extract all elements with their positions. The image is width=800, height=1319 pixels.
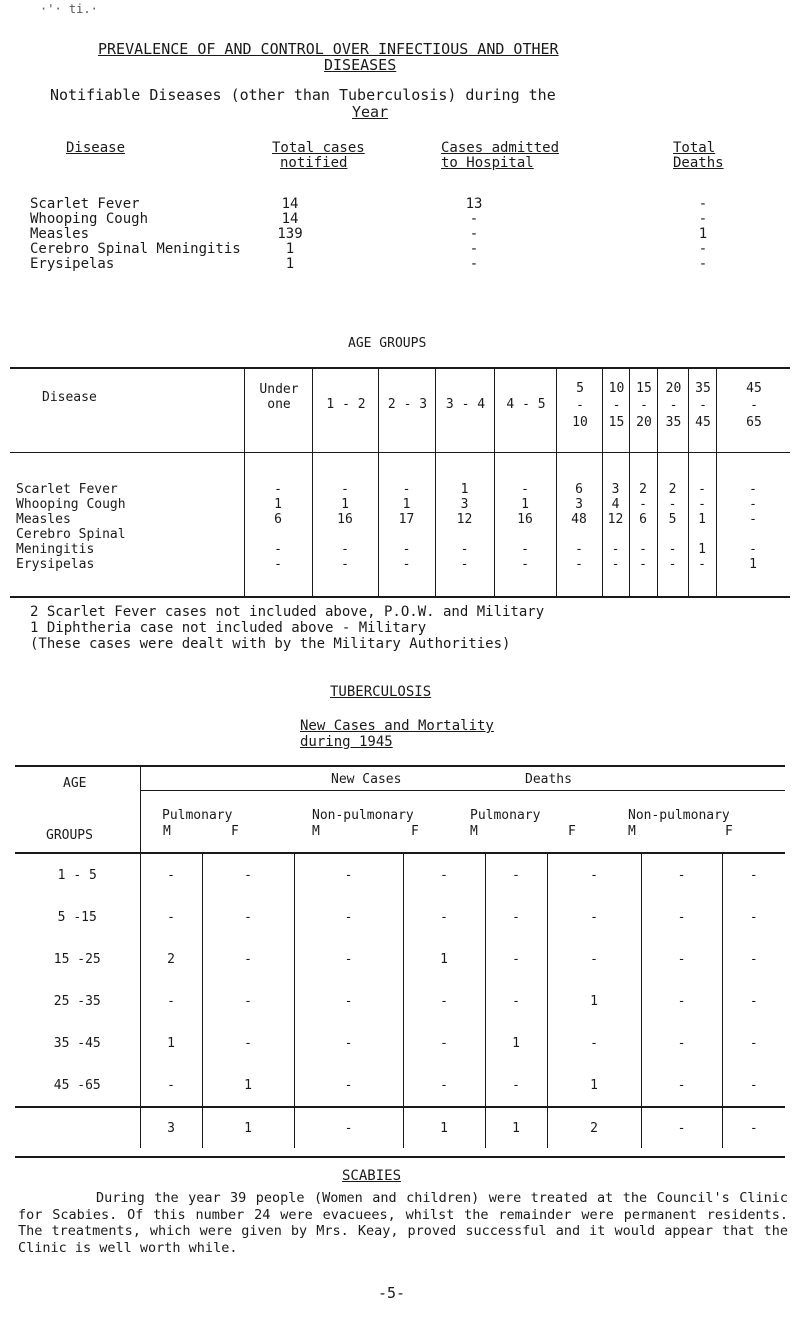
notifiable-disease-cell: Cerebro Spinal Meningitis — [30, 241, 241, 257]
tb-age-group: 1 - 5 — [57, 867, 97, 883]
tb-total-cell: - — [722, 1107, 785, 1148]
age-cell: 3 — [460, 497, 469, 512]
col-header-total: Total — [673, 140, 716, 156]
age-cell: - — [460, 557, 469, 572]
tb-new-cases-header: New Cases — [331, 772, 402, 787]
notifiable-notified-cell: 139 — [277, 226, 303, 242]
age-cell: 6 — [575, 482, 583, 497]
tb-m-header: M — [470, 824, 478, 839]
tb-cell: - — [294, 854, 403, 896]
tb-table-row — [15, 1064, 785, 1107]
age-cell: - — [274, 482, 282, 497]
age-cell: - — [341, 557, 349, 572]
age-table-row — [10, 512, 790, 527]
tb-cell: - — [403, 980, 485, 1022]
col-header-disease: Disease — [66, 140, 126, 156]
tb-cell: - — [722, 896, 785, 938]
tb-cell: - — [294, 980, 403, 1022]
age-cell: - — [698, 482, 706, 497]
tb-total-cell: 1 — [202, 1107, 294, 1148]
tb-cell: - — [722, 1064, 785, 1107]
notifiable-notified-cell: 14 — [281, 211, 299, 227]
age-cell: 1 — [698, 542, 706, 557]
tb-deaths-nonpulmonary-header: Non-pulmonary — [628, 808, 730, 823]
tb-total-cell: 3 — [140, 1107, 202, 1148]
tb-cell: - — [547, 938, 641, 980]
age-table-row — [10, 482, 790, 497]
tb-cell: - — [485, 896, 547, 938]
age-col-disease: Disease — [42, 390, 97, 405]
age-cell: 3 — [611, 482, 620, 497]
tb-deaths-pulmonary-header: Pulmonary — [470, 808, 541, 823]
tb-cell: - — [294, 938, 403, 980]
age-cell: - — [402, 542, 411, 557]
age-cell — [688, 527, 716, 542]
tb-age-group: 45 -65 — [53, 1077, 101, 1093]
tb-sub-rule — [140, 790, 785, 791]
tb-cell: - — [641, 1064, 722, 1107]
age-cell: - — [521, 542, 529, 557]
age-row-disease: Whooping Cough — [16, 497, 126, 512]
tb-cell: - — [722, 980, 785, 1022]
age-cell: - — [402, 482, 411, 497]
notifiable-deaths-cell: - — [698, 211, 708, 227]
tb-cell: - — [202, 896, 294, 938]
age-cell: - — [274, 557, 282, 572]
tb-m-header: M — [628, 824, 636, 839]
age-cell: - — [668, 557, 677, 572]
age-cell: - — [668, 497, 677, 512]
tb-cell: 1 — [202, 1064, 294, 1107]
tb-f-header: F — [568, 824, 576, 839]
tb-cell: - — [403, 1064, 485, 1107]
notifiable-notified-cell: 14 — [281, 196, 299, 212]
age-column-header: 15 - 20 — [636, 381, 652, 430]
page-title: PREVALENCE OF AND CONTROL OVER INFECTIOUS AND OTHER — [98, 40, 559, 58]
notifiable-deaths-cell: 1 — [698, 226, 708, 242]
tb-deaths-header: Deaths — [525, 772, 572, 787]
scabies-title: SCABIES — [342, 1168, 402, 1184]
tb-cell: 1 — [547, 1064, 641, 1107]
tb-cell: - — [140, 980, 202, 1022]
age-table-row — [10, 557, 790, 572]
age-cell — [378, 527, 435, 542]
tb-cell: - — [202, 854, 294, 896]
age-column-header: 20 - 35 — [665, 381, 682, 430]
tb-groups-header: GROUPS — [46, 828, 93, 843]
age-column-header: 10 - 15 — [608, 381, 625, 430]
age-cell: 12 — [456, 512, 473, 527]
tb-table-row — [15, 1022, 785, 1064]
tb-cell: - — [641, 938, 722, 980]
tb-cell: - — [202, 938, 294, 980]
age-column-header: 4 - 5 — [506, 397, 546, 412]
tb-cell: - — [641, 896, 722, 938]
tb-table-row — [15, 854, 785, 896]
age-cell: - — [341, 542, 349, 557]
age-cell: - — [639, 557, 647, 572]
tb-cell: - — [140, 896, 202, 938]
tb-total-cell: - — [641, 1107, 722, 1148]
age-column-header: 1 - 2 — [326, 397, 366, 412]
tb-cell: - — [140, 854, 202, 896]
page-subtitle: Notifiable Diseases (other than Tuberculosis) during the — [50, 86, 556, 104]
tb-age-divider — [140, 765, 141, 852]
age-cell — [244, 527, 312, 542]
tb-cell: - — [722, 854, 785, 896]
page-title-line2: DISEASES — [324, 56, 397, 74]
age-cell — [312, 527, 378, 542]
tb-title: TUBERCULOSIS — [330, 684, 432, 700]
age-groups-table — [10, 452, 790, 572]
tb-cell: - — [403, 1022, 485, 1064]
col-header-total-cases: Total cases — [272, 140, 365, 156]
notifiable-notified-cell: 1 — [285, 256, 295, 272]
age-cell: - — [698, 497, 706, 512]
tb-f-header: F — [411, 824, 419, 839]
notifiable-deaths-cell: - — [698, 241, 708, 257]
tb-cell: 2 — [140, 938, 202, 980]
tb-cell: - — [485, 938, 547, 980]
age-cell: - — [575, 557, 583, 572]
tb-f-header: F — [231, 824, 239, 839]
age-cell: 16 — [517, 512, 533, 527]
age-cell: 2 — [639, 482, 647, 497]
tb-subtitle: New Cases and Mortality — [300, 718, 494, 734]
age-cell: 1 — [460, 482, 469, 497]
age-table-row — [10, 542, 790, 557]
tb-cell: - — [485, 854, 547, 896]
age-row-disease: Measles — [16, 512, 71, 527]
age-cell: 6 — [274, 512, 282, 527]
tb-total-cell: - — [294, 1107, 403, 1148]
age-cell — [716, 527, 790, 542]
tb-table-row — [15, 980, 785, 1022]
age-cell: - — [521, 557, 529, 572]
tb-cell: 1 — [403, 938, 485, 980]
age-cell: - — [749, 482, 757, 497]
notifiable-hospital-cell: - — [469, 256, 479, 272]
notifiable-hospital-cell: 13 — [465, 196, 483, 212]
age-cell: - — [639, 542, 647, 557]
age-column-header: 45 - 65 — [746, 381, 762, 430]
tb-nonpulmonary-header: Non-pulmonary — [312, 808, 414, 823]
notifiable-disease-cell: Whooping Cough — [30, 211, 149, 227]
tb-cell: - — [547, 1022, 641, 1064]
tb-table-row — [15, 896, 785, 938]
note-2: 1 Diphtheria case not included above - Military — [30, 620, 427, 636]
tb-cell: - — [294, 1064, 403, 1107]
notifiable-hospital-cell: - — [469, 226, 479, 242]
age-cell: 6 — [639, 512, 647, 527]
tb-cell: - — [403, 896, 485, 938]
age-cell: - — [575, 542, 583, 557]
tb-cell: - — [722, 1022, 785, 1064]
notifiable-hospital-cell: - — [469, 211, 479, 227]
tb-total-cell: 1 — [485, 1107, 547, 1148]
age-groups-title: AGE GROUPS — [348, 336, 427, 351]
age-row-disease: Scarlet Fever — [16, 482, 118, 497]
col-header-deaths: Deaths — [673, 155, 724, 171]
age-cell: - — [668, 542, 677, 557]
age-table-row — [10, 497, 790, 512]
page-subtitle-year: Year — [352, 103, 389, 121]
age-cell: - — [749, 497, 757, 512]
tb-cell: - — [403, 854, 485, 896]
tuberculosis-table — [15, 854, 785, 1148]
age-cell: 3 — [575, 497, 583, 512]
tb-total-cell: 1 — [403, 1107, 485, 1148]
age-cell: - — [521, 482, 529, 497]
age-cell: - — [611, 557, 620, 572]
age-cell: - — [274, 542, 282, 557]
tb-cell: - — [202, 1022, 294, 1064]
tb-pulmonary-header: Pulmonary — [162, 808, 233, 823]
tb-age-header: AGE — [63, 776, 87, 791]
age-cell — [494, 527, 556, 542]
age-cell: - — [611, 542, 620, 557]
tb-cell: - — [547, 854, 641, 896]
age-column-header: 5 - 10 — [572, 381, 588, 430]
age-cell: 1 — [341, 497, 349, 512]
tb-age-group: 35 -45 — [53, 1035, 101, 1051]
age-row-disease: Erysipelas — [16, 557, 95, 572]
col-header-cases-admitted: Cases admitted — [441, 140, 560, 156]
age-cell — [435, 527, 494, 542]
age-cell — [629, 527, 657, 542]
tb-bottom-rule — [15, 1156, 785, 1158]
notifiable-disease-cell: Scarlet Fever — [30, 196, 140, 212]
tb-cell: - — [294, 896, 403, 938]
scabies-paragraph: During the year 39 people (Women and children) were treated at the Council's Clinic for Scabies. Of this number 24 were evacuees, whilst the remainder were permanent residents. The treatments, which were given by Mrs. Keay, proved successful and it would appear that the Clinic is well worth while. — [18, 1190, 788, 1256]
tb-cell: - — [641, 854, 722, 896]
age-cell: - — [402, 557, 411, 572]
age-cell: 1 — [402, 497, 411, 512]
tb-cell: - — [641, 980, 722, 1022]
age-column-header: Under one — [259, 382, 299, 412]
age-cell: 48 — [571, 512, 587, 527]
age-cell — [602, 527, 629, 542]
tb-cell: - — [294, 1022, 403, 1064]
tb-top-rule — [15, 765, 785, 767]
tb-cell: - — [202, 980, 294, 1022]
tb-cell: 1 — [485, 1022, 547, 1064]
age-cell: - — [749, 512, 757, 527]
notifiable-disease-cell: Erysipelas — [30, 256, 115, 272]
notifiable-deaths-cell: - — [698, 196, 708, 212]
age-cell: - — [698, 557, 706, 572]
age-table-row — [10, 527, 790, 542]
age-table-bottom-rule — [10, 596, 790, 598]
tb-cell: - — [722, 938, 785, 980]
age-column-header: 2 - 3 — [387, 397, 428, 412]
age-row-disease: Cerebro Spinal — [16, 527, 126, 542]
tb-cell: - — [485, 980, 547, 1022]
age-table-top-rule — [10, 367, 790, 369]
tb-cell: - — [547, 896, 641, 938]
tb-cell: 1 — [547, 980, 641, 1022]
age-cell: 1 — [521, 497, 529, 512]
tb-m-header: M — [163, 824, 171, 839]
tb-m-header: M — [312, 824, 320, 839]
note-1: 2 Scarlet Fever cases not included above, P.O.W. and Military — [30, 604, 545, 620]
page-marks: ·'· ti.· — [40, 2, 98, 16]
tb-subtitle-year: during 1945 — [300, 734, 393, 750]
tb-cell: 1 — [140, 1022, 202, 1064]
age-cell — [657, 527, 688, 542]
age-cell: 1 — [749, 557, 757, 572]
tb-cell: - — [485, 1064, 547, 1107]
tb-totals-row — [15, 1107, 785, 1148]
age-row-disease: Meningitis — [16, 542, 95, 557]
tb-cell: - — [140, 1064, 202, 1107]
tb-age-group: 25 -35 — [53, 993, 101, 1009]
notifiable-notified-cell: 1 — [285, 241, 295, 257]
age-cell: 1 — [698, 512, 706, 527]
page-number: -5- — [378, 1284, 406, 1302]
tb-age-group: 15 -25 — [53, 951, 101, 967]
age-cell: 5 — [668, 512, 677, 527]
tb-cell: - — [641, 1022, 722, 1064]
age-cell: - — [749, 542, 757, 557]
age-cell — [556, 527, 602, 542]
age-cell: 17 — [398, 512, 415, 527]
notifiable-deaths-cell: - — [698, 256, 708, 272]
age-cell: 12 — [607, 512, 624, 527]
age-cell: 16 — [337, 512, 353, 527]
col-header-notified: notified — [280, 155, 348, 171]
tb-total-cell: 2 — [547, 1107, 641, 1148]
age-cell: - — [341, 482, 349, 497]
age-cell: 4 — [611, 497, 620, 512]
age-column-header: 35 - 45 — [695, 381, 711, 430]
tb-table-row — [15, 938, 785, 980]
tb-age-group: 5 -15 — [57, 909, 97, 925]
age-cell: 1 — [274, 497, 282, 512]
col-header-to-hospital: to Hospital — [441, 155, 534, 171]
age-cell: - — [639, 497, 647, 512]
notifiable-hospital-cell: - — [469, 241, 479, 257]
tb-f-header: F — [725, 824, 733, 839]
note-3: (These cases were dealt with by the Military Authorities) — [30, 636, 511, 652]
age-cell: 2 — [668, 482, 677, 497]
age-column-header: 3 - 4 — [445, 397, 486, 412]
notifiable-disease-cell: Measles — [30, 226, 90, 242]
age-cell: - — [460, 542, 469, 557]
